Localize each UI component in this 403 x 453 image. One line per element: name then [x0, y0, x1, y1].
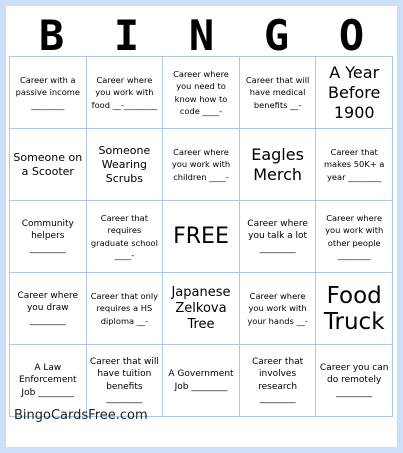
cell-text: Career that makes 50K+ a year ________ [323, 146, 385, 182]
cell-text: A Government Job ________ [168, 369, 234, 392]
cell-text: Japanese Zelkova Tree [171, 284, 231, 332]
cell-text: Community helpers ________ [21, 218, 74, 254]
header-letter-n: N [188, 11, 215, 60]
bingo-card [6, 6, 397, 447]
cell-text: Career where you work with other people ________ [325, 212, 384, 260]
free-space[interactable] [163, 201, 240, 273]
cell-text: Career where you work with your hands __- [247, 290, 308, 326]
cell-text: A Year Before 1900 [328, 62, 381, 122]
footer-site-name: BingoCardsFree.com [14, 408, 148, 423]
cell-text: Career with a passive income ________ [15, 74, 80, 110]
bingo-cell[interactable] [240, 57, 317, 129]
cell-text: Career where you need to know how to code ____- [173, 68, 229, 116]
cell-text: Career that will have tuition benefits ________ [89, 356, 159, 404]
cell-text: Someone Wearing Scrubs [98, 143, 151, 185]
header-letter-g: G [263, 11, 290, 60]
bingo-cell[interactable] [240, 345, 317, 417]
bingo-cell[interactable] [316, 201, 393, 273]
bingo-cell[interactable] [240, 129, 317, 201]
header-letter-o: O [338, 11, 365, 60]
cell-text: Career that involves research ________ [251, 356, 304, 404]
bingo-cell[interactable] [10, 201, 87, 273]
bingo-cell[interactable] [316, 129, 393, 201]
bingo-cell[interactable] [163, 273, 240, 345]
bingo-cell[interactable] [163, 129, 240, 201]
bingo-grid [9, 56, 393, 417]
cell-text: Eagles Merch [251, 144, 304, 184]
bingo-cell[interactable] [10, 129, 87, 201]
cell-text: Career where you work with children ____- [171, 146, 231, 182]
bingo-cell[interactable] [10, 345, 87, 417]
bingo-header [14, 10, 389, 62]
bingo-cell[interactable] [316, 345, 393, 417]
cell-text: Career that only requires a HS diploma __- [90, 290, 159, 326]
bingo-cell[interactable] [10, 273, 87, 345]
bingo-cell[interactable] [316, 57, 393, 129]
cell-text: Career where you work with food __-________ [91, 74, 158, 110]
bingo-cell[interactable] [87, 129, 164, 201]
bingo-cell[interactable] [163, 57, 240, 129]
bingo-cell[interactable] [87, 57, 164, 129]
cell-text: A Law Enforcement Job ________ [19, 362, 77, 398]
cell-text: Food Truck [323, 282, 385, 335]
cell-text: Career that requires graduate school ____- [90, 212, 158, 260]
bingo-cell[interactable] [87, 345, 164, 417]
bingo-cell[interactable] [10, 57, 87, 129]
bingo-cell[interactable] [240, 273, 317, 345]
bingo-cell[interactable] [87, 273, 164, 345]
header-letter-i: I [113, 11, 140, 60]
cell-text: Someone on a Scooter [13, 150, 83, 178]
cell-text: Career that will have medical benefits __- [245, 74, 310, 110]
bingo-cell[interactable] [87, 201, 164, 273]
header-letter-b: B [38, 11, 65, 60]
bingo-cell[interactable] [163, 345, 240, 417]
cell-text: Career where you talk a lot ________ [247, 218, 308, 254]
cell-text: Career where you draw ________ [17, 290, 79, 326]
bingo-cell[interactable] [240, 201, 317, 273]
cell-text: FREE [173, 224, 229, 249]
bingo-cell[interactable] [316, 273, 393, 345]
cell-text: Career you can do remotely ________ [319, 362, 389, 398]
